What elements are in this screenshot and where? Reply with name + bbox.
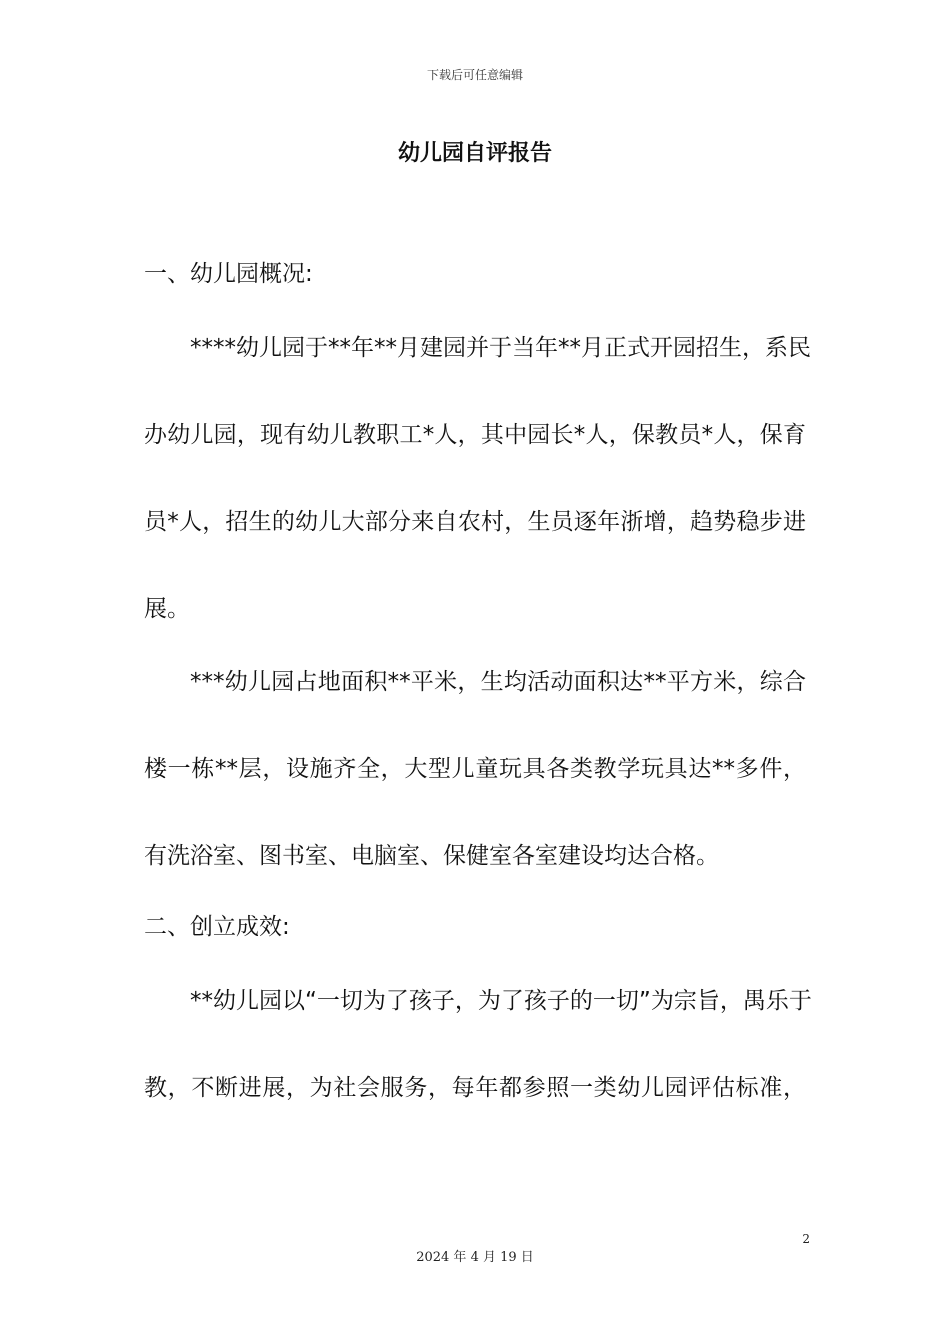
footer-date: 2024 年 4 月 19 日 bbox=[416, 1250, 534, 1265]
paragraph-line: 展。 bbox=[144, 596, 190, 622]
paragraph-line: ***幼儿园占地面积**平米，生均活动面积达**平方米，综合 bbox=[190, 669, 806, 695]
paragraph-line: 楼一栋**层，设施齐全，大型儿童玩具各类教学玩具达**多件， bbox=[144, 756, 806, 782]
paragraph-line: 教，不断进展，为社会服务，每年都参照一类幼儿园评估标准， bbox=[144, 1075, 806, 1101]
paragraph-line: **幼儿园以“一切为了孩子，为了孩子的一切”为宗旨，禺乐于 bbox=[190, 988, 812, 1014]
paragraph-line: 员*人，招生的幼儿大部分来自农村，生员逐年浙增，趋势稳步进 bbox=[144, 509, 806, 535]
page-number: 2 bbox=[802, 1232, 810, 1246]
paragraph-line: 办幼儿园，现有幼儿教职工*人，其中园长*人，保教员*人，保育 bbox=[144, 422, 806, 448]
section-heading-overview: 一、幼儿园概况: bbox=[144, 261, 313, 287]
paragraph-line: ****幼儿园于**年**月建园并于当年**月正式开园招生，系民 bbox=[190, 335, 811, 361]
paragraph-line: 有洗浴室、图书室、电脑室、保健室各室建设均达合格。 bbox=[144, 843, 719, 869]
header-note: 下载后可任意编辑 bbox=[426, 68, 523, 82]
section-heading-results: 二、创立成效: bbox=[144, 914, 290, 940]
document-title: 幼儿园自评报告 bbox=[397, 141, 552, 166]
